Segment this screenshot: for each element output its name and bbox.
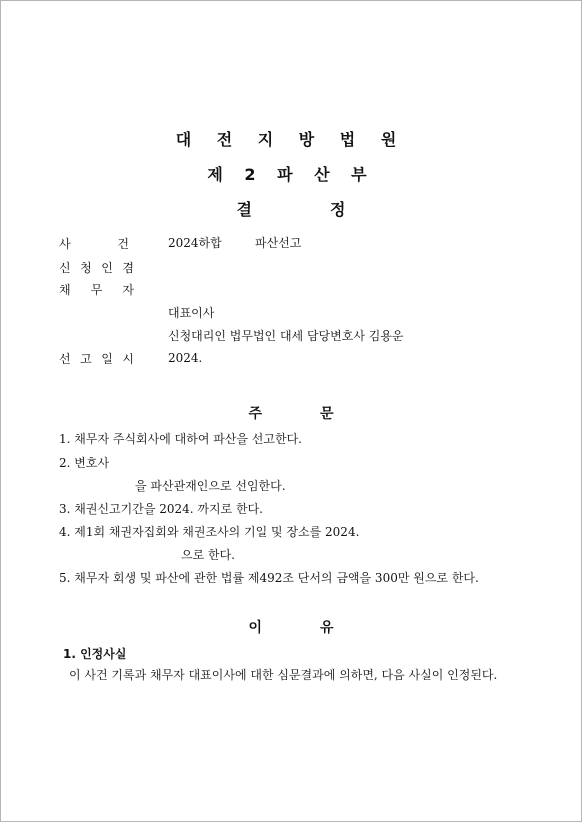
order-item-4-cont: 으로 한다. (181, 548, 235, 562)
order-item-5: 5. 채무자 회생 및 파산에 관한 법률 제492조 단서의 금액을 300만 원으로 한다. (59, 571, 479, 585)
debtor-representative: 대표이사 (168, 306, 215, 320)
reasons-heading: 이 유 (248, 620, 334, 636)
order-item-2-cont: 을 파산관재인으로 선임한다. (135, 479, 286, 493)
court-name: 대 전 지 방 법 원 (175, 130, 407, 149)
order-heading: 주 문 (248, 406, 334, 422)
pronouncement-date-label: 선 고 일 시 (59, 352, 134, 366)
case-label: 사 건 (59, 237, 129, 251)
debtor-agent: 신청대리인 법무법인 대세 담당변호사 김용운 (168, 329, 404, 343)
pronouncement-date: 2024. (168, 351, 203, 365)
division-name: 제 2 파 산 부 (207, 165, 375, 184)
section-1-text: 이 사건 기록과 채무자 대표이사에 대한 심문결과에 의하면, 다음 사실이 인정된다. (69, 668, 498, 682)
order-item-4: 4. 제1회 채권자집회와 채권조사의 기일 및 장소를 2024. (59, 525, 360, 539)
order-item-2: 2. 변호사 (59, 456, 110, 470)
section-1-title: 1. 인정사실 (63, 647, 127, 661)
order-item-3: 3. 채권신고기간을 2024. 까지로 한다. (59, 502, 263, 516)
debtor-label: 채 무 자 (59, 283, 134, 297)
document-type-char-1: 결 (236, 200, 252, 219)
case-number: 2024하합 (168, 236, 222, 250)
applicant-label: 신 청 인 겸 (59, 261, 134, 275)
document-type-char-2: 정 (330, 200, 346, 219)
order-item-1: 1. 채무자 주식회사에 대하여 파산을 선고한다. (59, 432, 302, 446)
case-name: 파산선고 (255, 236, 302, 250)
document-type-title (1, 197, 581, 220)
